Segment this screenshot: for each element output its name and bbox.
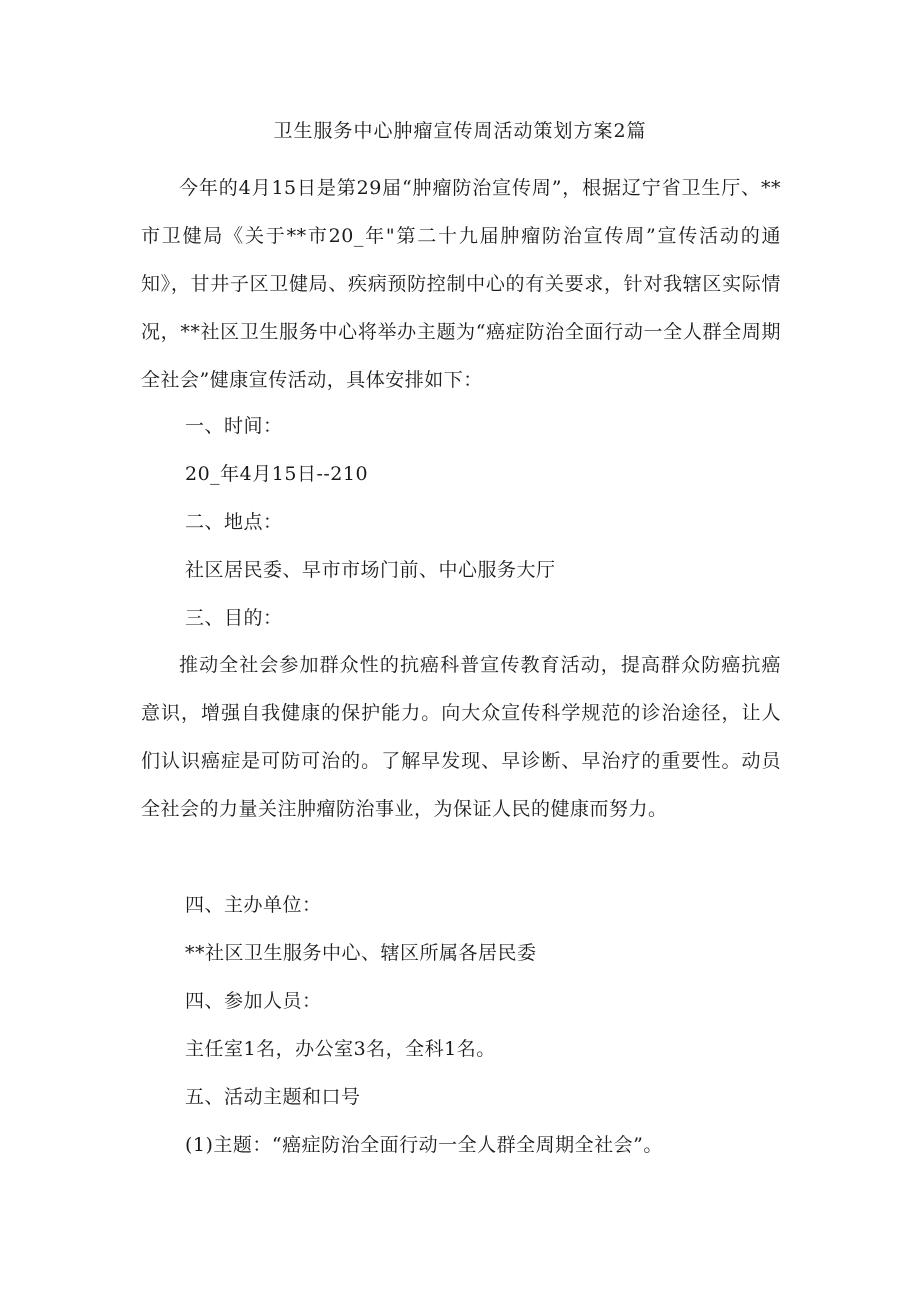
- time-value: 20_年4月15日--210: [185, 463, 369, 485]
- place-value: 社区居民委、早市市场门前、中心服务大厅: [185, 559, 556, 581]
- theme-heading: 五、活动主题和口号: [185, 1086, 361, 1108]
- host-heading: 四、主办单位：: [185, 894, 322, 916]
- intro-paragraph: 今年的4月15日是第29届“肿瘤防治宣传周”，根据辽宁省卫生厅、**市卫健局《关于**市20_年"第二十九届肿瘤防治宣传周”宣传活动的通知》，甘井子区卫健局、疾病预防控制中心的有关要求，针对我辖区实际情况，**社区卫生服务中心将举办主题为“癌症防治全面行动一全人群全周期全社会”健康宣传活动，具体安排如下：: [141, 177, 781, 391]
- host-value: **社区卫生服务中心、辖区所属各居民委: [185, 942, 537, 964]
- document-title: 卫生服务中心肿瘤宣传周活动策划方案2篇: [273, 120, 647, 142]
- staff-heading: 四、参加人员：: [185, 990, 322, 1012]
- theme-item-1: (1)主题：“癌症防治全面行动一全人群全周期全社会”。: [185, 1134, 663, 1156]
- purpose-paragraph: 推动全社会参加群众性的抗癌科普宣传教育活动，提高群众防癌抗癌意识，增强自我健康的保护能力。向大众宣传科学规范的诊治途径，让人们认识癌症是可防可治的。了解早发现、早诊断、早治疗的重要性。动员全社会的力量关注肿瘤防治事业，为保证人民的健康而努力。: [141, 654, 781, 820]
- time-heading: 一、时间：: [185, 415, 283, 437]
- place-heading: 二、地点：: [185, 511, 283, 533]
- purpose-heading: 三、目的：: [185, 607, 283, 629]
- staff-value: 主任室1名，办公室3名，全科1名。: [185, 1038, 496, 1060]
